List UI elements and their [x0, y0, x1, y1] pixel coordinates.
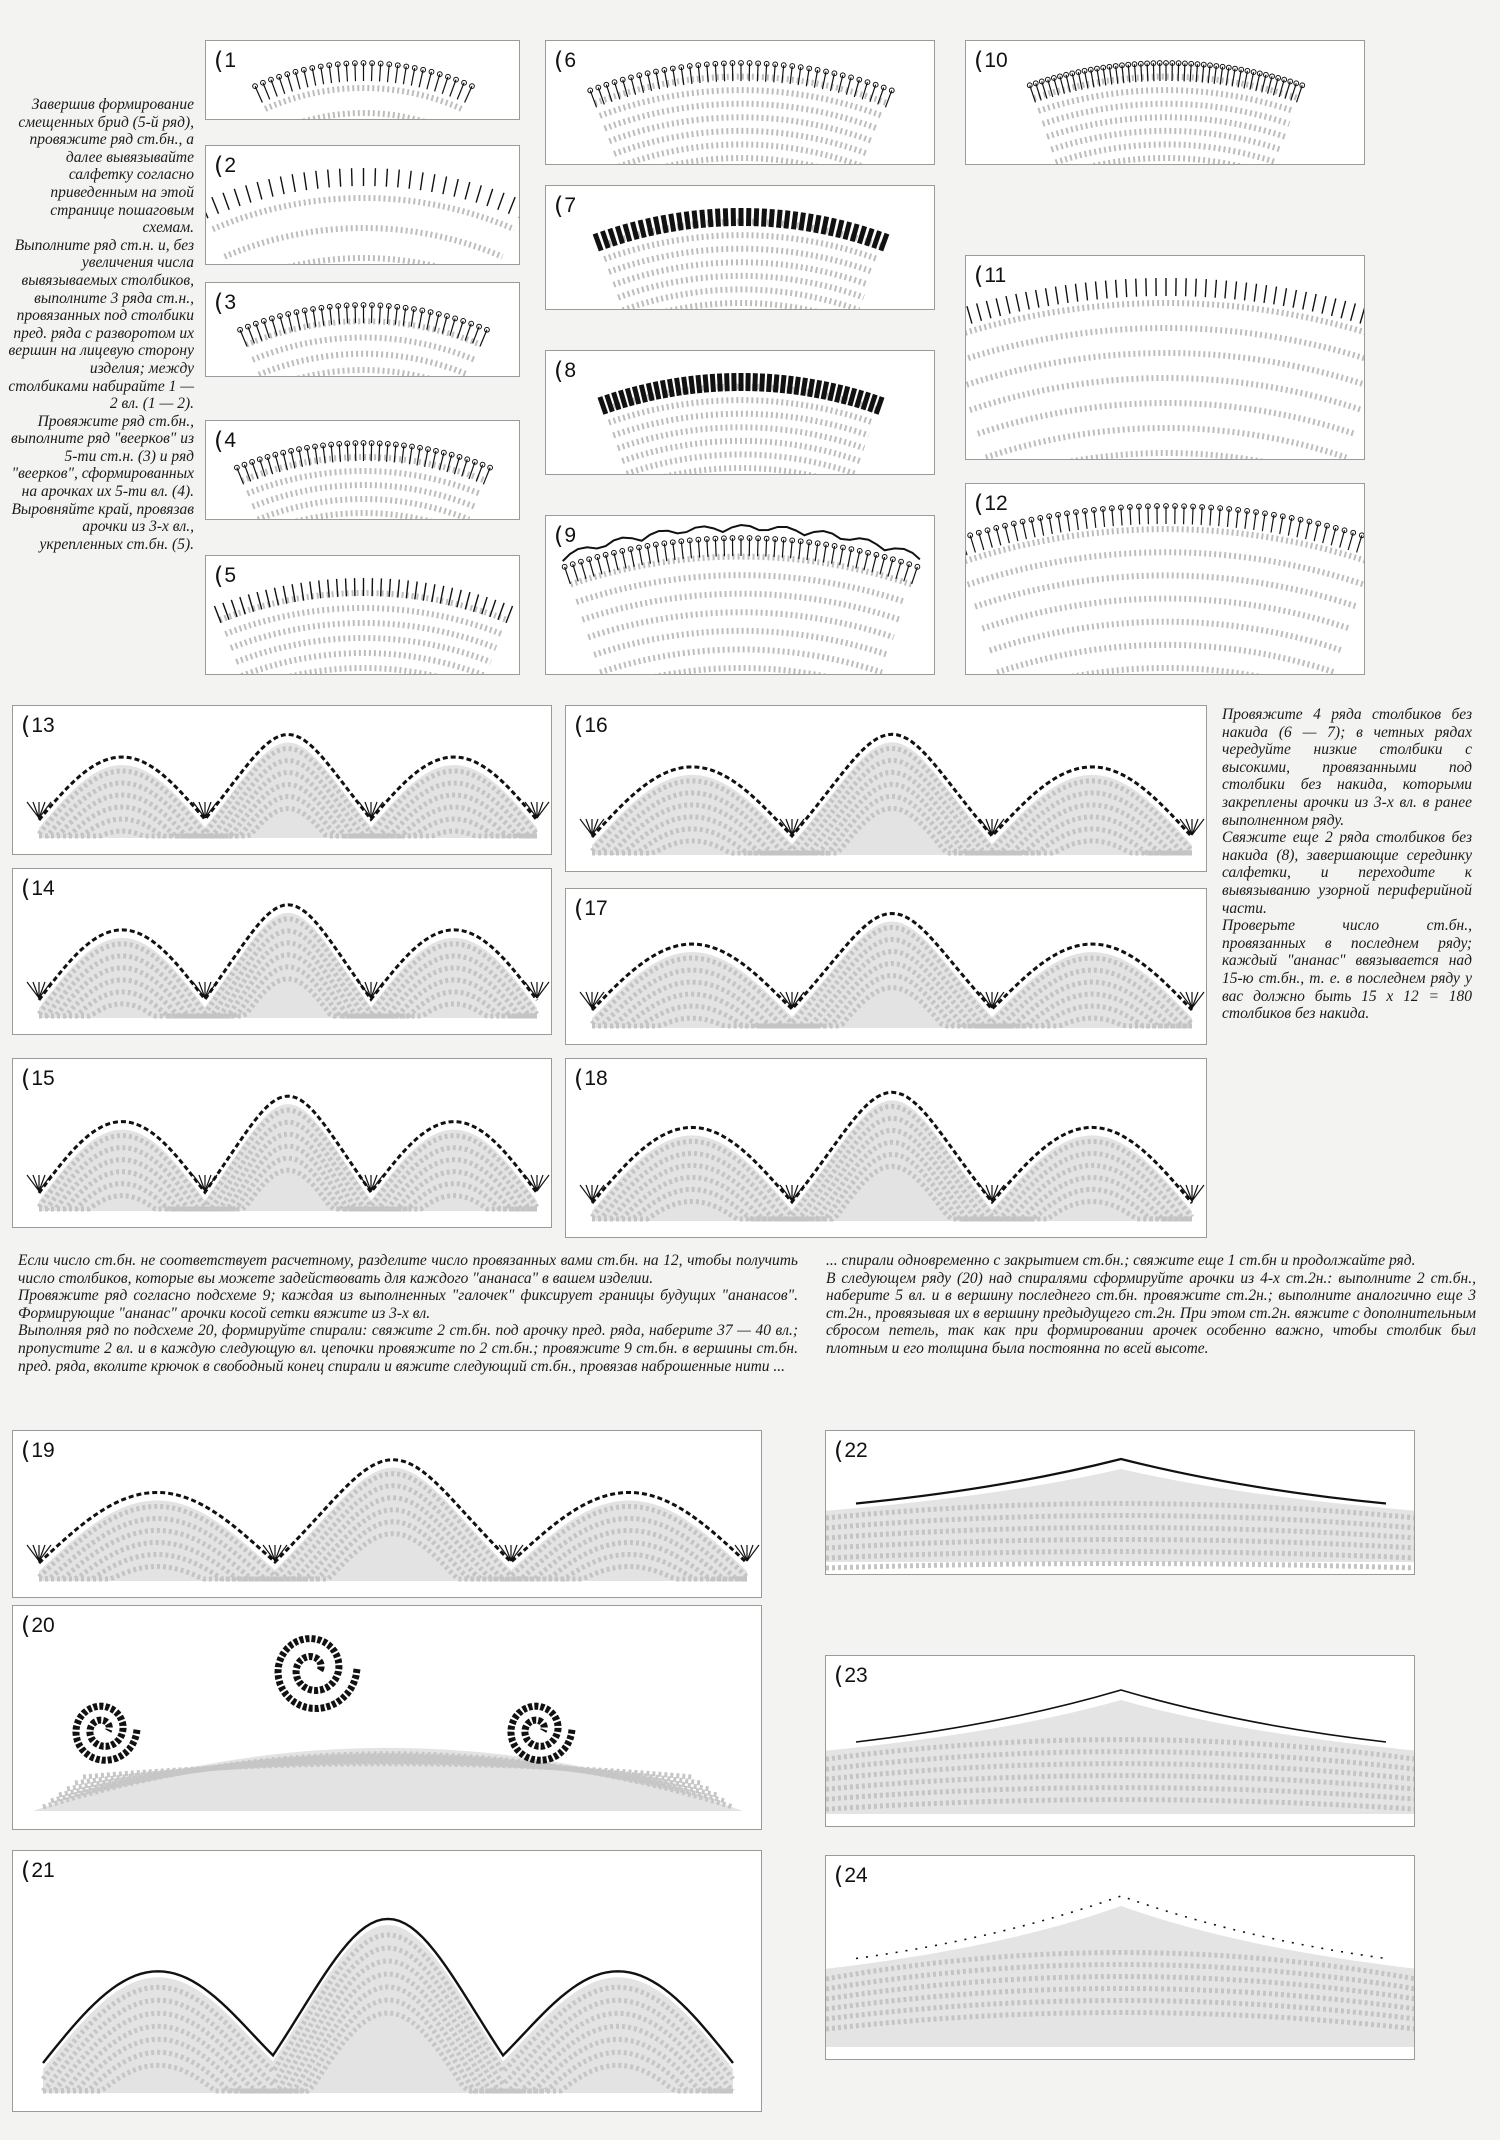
step-number: 16	[584, 714, 608, 737]
crochet-chart-14	[13, 869, 552, 1035]
crescent-icon: (	[574, 712, 584, 740]
diagram-panel-24	[825, 1855, 1415, 2060]
crescent-icon: (	[21, 1065, 31, 1093]
step-label	[974, 262, 1007, 290]
crescent-icon: (	[21, 1437, 31, 1465]
crescent-icon: (	[554, 192, 564, 220]
step-label	[834, 1437, 868, 1465]
fan-rows	[238, 303, 490, 377]
diagram-panel-10	[965, 40, 1365, 165]
step-number: 22	[844, 1439, 868, 1462]
arches-paragraph: В следующем ряду (20) над спиралями сформируйте арочки из 4-х ст.2н.: выполните 2 ст.бн., наберите 5 вл. и в вершину последнего ст.бн. провяжите ст.2н.; выполните аналогично еще 3 ст.2н., провязывая их в вершину предыдущего ст.2н. При этом ст.2н. вяжите с дополнительным сбросом петель, так как при формировании арочек особенно важно, чтобы столбик был плотным и его толщина была постоянна по всей высоте.	[826, 1269, 1476, 1357]
crescent-icon: (	[214, 47, 224, 75]
crescent-icon: (	[974, 47, 984, 75]
crescent-icon: (	[21, 875, 31, 903]
spiral-method-paragraph: Выполняя ряд по подсхеме 20, формируйте спирали: свяжите 2 ст.бн. под арочку пред. ряда, наберите 37 — 40 вл.; пропустите 2 вл. и в каждую следующую вл. цепочки провяжите по 2 ст.бн.; провяжите 9 ст.бн. в вершины ст.бн. пред. ряда, вколите крючок в свободный конец спирали и вяжите следующий ст.бн., провязав наброшенные нити ...	[18, 1322, 798, 1375]
fan-rows	[562, 525, 920, 675]
crochet-chart-22	[826, 1431, 1415, 1575]
step-number: 9	[564, 524, 577, 547]
diagram-panel-11	[965, 255, 1365, 460]
diagram-panel-6	[545, 40, 935, 165]
step-number: 12	[984, 492, 1008, 515]
step-number: 18	[584, 1067, 608, 1090]
step-label	[554, 192, 577, 220]
fan-rows	[214, 578, 512, 675]
diagram-panel-8	[545, 350, 935, 475]
step-number: 10	[984, 49, 1008, 72]
crochet-chart-6	[546, 41, 935, 165]
count-check-paragraph: Проверьте число ст.бн., провязанных в последнем ряду; каждый "ананас" ввязывается над 15-ю ст.бн., т. е. в последнем ряду у вас должно быть 15 х 12 = 180 столбиков без накида.	[1222, 917, 1472, 1023]
crescent-icon: (	[834, 1662, 844, 1690]
crochet-chart-5	[206, 556, 520, 675]
crescent-icon: (	[554, 522, 564, 550]
diagram-panel-23	[825, 1655, 1415, 1827]
step-number: 7	[564, 194, 577, 217]
step-label	[834, 1862, 868, 1890]
crochet-chart-19	[13, 1431, 762, 1598]
crochet-chart-21	[13, 1851, 762, 2112]
middle-left-text	[18, 1252, 798, 1375]
crochet-chart-11	[966, 256, 1365, 460]
sc-rows-paragraph: Провяжите 4 ряда столбиков без накида (6 — 7); в четных рядах чередуйте низкие столбики с высокими, провязанными под столбики без накида, которыми закреплены арочки из 3-х вл. в ранее выполненном ряду.	[1222, 706, 1472, 829]
scallop-border	[580, 913, 1204, 1028]
step-label	[21, 1437, 55, 1465]
diagram-panel-21	[12, 1850, 762, 2112]
step-number: 2	[224, 154, 237, 177]
crochet-chart-20	[13, 1606, 762, 1830]
diagram-panel-20	[12, 1605, 762, 1830]
step-number: 23	[844, 1664, 868, 1687]
step-label	[214, 152, 237, 180]
count-divide-paragraph: Если число ст.бн. не соответствует расчетному, разделите число провязанных вами ст.бн. на 12, чтобы получить число столбиков, которые вы можете задействовать для каждого "ананаса" в вашем изделии.	[18, 1252, 798, 1287]
crochet-chart-8	[546, 351, 935, 475]
fan-rows	[206, 168, 520, 265]
step-number: 4	[224, 429, 237, 452]
crochet-chart-1	[206, 41, 520, 120]
crochet-chart-2	[206, 146, 520, 265]
crescent-icon: (	[214, 289, 224, 317]
crescent-icon: (	[21, 712, 31, 740]
fan-rows	[1027, 61, 1304, 165]
center-finish-paragraph: Свяжите еще 2 ряда столбиков без накида (8), завершающие серединку салфетки, и переходите к вывязыванию узорной периферийной части.	[1222, 829, 1472, 917]
step-number: 14	[31, 877, 55, 900]
step-label	[574, 1065, 608, 1093]
step-label	[214, 47, 237, 75]
step-label	[574, 712, 608, 740]
crochet-chart-15	[13, 1059, 552, 1228]
diagram-panel-19	[12, 1430, 762, 1598]
step-label	[574, 895, 608, 923]
diagram-panel-12	[965, 483, 1365, 675]
crescent-icon: (	[554, 357, 564, 385]
peak-border	[826, 1690, 1415, 1814]
step-label	[554, 47, 577, 75]
crescent-icon: (	[974, 262, 984, 290]
step-number: 17	[584, 897, 608, 920]
step-label	[554, 357, 577, 385]
peak-border	[826, 1459, 1415, 1568]
fan-rows	[966, 504, 1365, 675]
diagram-panel-22	[825, 1430, 1415, 1575]
step-label	[834, 1662, 868, 1690]
scallop-border	[580, 734, 1204, 855]
step-label	[214, 427, 237, 455]
crochet-chart-12	[966, 484, 1365, 675]
crescent-icon: (	[21, 1857, 31, 1885]
crochet-chart-7	[546, 186, 935, 310]
scallop-border	[580, 1092, 1204, 1221]
scallop-border	[27, 735, 549, 839]
crescent-icon: (	[214, 152, 224, 180]
step-number: 24	[844, 1864, 868, 1887]
diagram-panel-17	[565, 888, 1207, 1045]
fan-rows	[253, 61, 475, 120]
crescent-icon: (	[214, 562, 224, 590]
crescent-icon: (	[834, 1862, 844, 1890]
spiral-border	[33, 1639, 743, 1811]
diagram-panel-9	[545, 515, 935, 675]
step-label	[214, 289, 237, 317]
crochet-chart-3	[206, 283, 520, 377]
crescent-icon: (	[214, 427, 224, 455]
fan-rows	[966, 278, 1365, 460]
step-label	[554, 522, 577, 550]
diagram-panel-13	[12, 705, 552, 855]
step-number: 11	[984, 264, 1007, 287]
step-label	[21, 875, 55, 903]
diagram-panel-2	[205, 145, 520, 265]
step-label	[214, 562, 237, 590]
step-number: 8	[564, 359, 577, 382]
step-number: 1	[224, 49, 237, 72]
crochet-chart-24	[826, 1856, 1415, 2060]
step-label	[21, 712, 55, 740]
fans-paragraph: Провяжите ряд ст.бн., выполните ряд "веерков" из 5-ти ст.н. (3) и ряд "веерков", сформированных на арочках их 5-ти вл. (4). Выровняйте край, провязав арочки из 3-х вл., укрепленных ст.бн. (5).	[10, 412, 194, 553]
scallop-border	[27, 1460, 759, 1581]
diagram-panel-4	[205, 420, 520, 520]
step-number: 15	[31, 1067, 55, 1090]
crochet-chart-18	[566, 1059, 1207, 1238]
step-label	[21, 1065, 55, 1093]
crochet-chart-17	[566, 889, 1207, 1045]
diagram-panel-14	[12, 868, 552, 1035]
crescent-icon: (	[974, 490, 984, 518]
intro-paragraph: Завершив формирование смещенных брид (5-й ряд), провяжите ряд ст.бн., а далее вывязывайте салфетку согласно приведенным на этой странице пошаговым схемам.	[18, 96, 194, 237]
step-number: 20	[31, 1614, 55, 1637]
step-label	[21, 1612, 55, 1640]
crescent-icon: (	[21, 1612, 31, 1640]
fan-rows	[600, 373, 882, 475]
right-text-column	[1222, 706, 1472, 1023]
crochet-chart-9	[546, 516, 935, 675]
crochet-chart-16	[566, 706, 1207, 872]
scallop-border	[27, 1096, 549, 1211]
diagram-panel-5	[205, 555, 520, 675]
rows-paragraph: Выполните ряд ст.н. и, без увеличения числа вывязываемых столбиков, выполните 3 ряда ст.н., провязанных под столбики пред. ряда с разворотом их вершин на лицевую сторону изделия; между столбиками набирайте 1 — 2 вл. (1 — 2).	[8, 236, 194, 413]
step-number: 3	[224, 291, 237, 314]
diagram-panel-15	[12, 1058, 552, 1228]
intro-text-column	[6, 96, 194, 553]
crescent-icon: (	[574, 1065, 584, 1093]
step-label	[21, 1857, 55, 1885]
crochet-chart-23	[826, 1656, 1415, 1827]
crescent-icon: (	[574, 895, 584, 923]
scallop-border	[27, 905, 549, 1018]
step-number: 21	[31, 1859, 55, 1882]
step-number: 5	[224, 564, 237, 587]
crescent-icon: (	[554, 47, 564, 75]
diagram-panel-1	[205, 40, 520, 120]
step-label	[974, 490, 1008, 518]
spiral-continue-paragraph: ... спирали одновременно с закрытием ст.бн.; свяжите еще 1 ст.бн и продолжайте ряд.	[826, 1252, 1416, 1269]
diagram-panel-16	[565, 705, 1207, 872]
diagram-panel-3	[205, 282, 520, 377]
step-number: 13	[31, 714, 55, 737]
crochet-chart-4	[206, 421, 520, 520]
step-number: 19	[31, 1439, 55, 1462]
diagram-panel-7	[545, 185, 935, 310]
middle-right-text	[826, 1252, 1476, 1358]
crochet-chart-10	[966, 41, 1365, 165]
step-number: 6	[564, 49, 577, 72]
fan-rows	[588, 61, 894, 165]
pineapple-border-paragraph: Провяжите ряд согласно подсхеме 9; каждая из выполненных "галочек" фиксирует границы будущих "ананасов". Формирующие "ананас" арочки косой сетки вяжите из 3-х вл.	[18, 1287, 798, 1322]
diagram-panel-18	[565, 1058, 1207, 1238]
fan-rows	[595, 208, 887, 310]
step-label	[974, 47, 1008, 75]
fan-rows	[234, 441, 492, 520]
pineapple-border	[43, 1919, 733, 2093]
crescent-icon: (	[834, 1437, 844, 1465]
crochet-chart-13	[13, 706, 552, 855]
peak-border	[826, 1896, 1415, 2047]
